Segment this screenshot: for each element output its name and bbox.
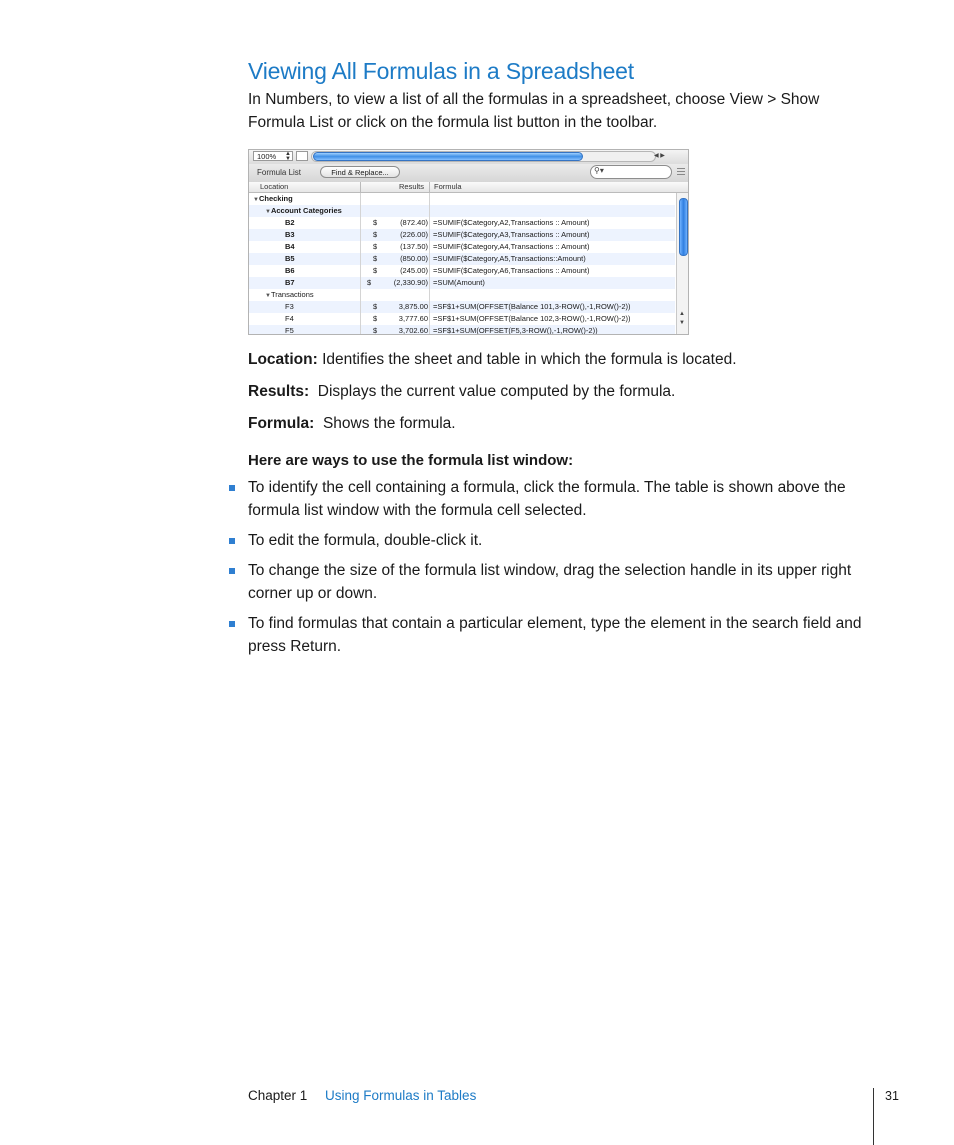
formula-list-label: Formula List xyxy=(257,168,302,177)
table-row[interactable]: F3 $ 3,875.00 =SF$1+SUM(OFFSET(Balance 101,3-ROW(),-1,ROW()-2)) xyxy=(249,301,675,313)
group-row[interactable]: ▼Account Categories xyxy=(249,205,675,217)
table-row[interactable]: F5 $ 3,702.60 =SF$1+SUM(OFFSET(F5,3-ROW(),-1,ROW()-2)) xyxy=(249,325,675,335)
top-toolbar xyxy=(249,150,688,165)
list-item: To find formulas that contain a particular element, type the element in the search field and press Return. xyxy=(227,612,887,658)
list-item: To change the size of the formula list window, drag the selection handle in its upper right corner up or down. xyxy=(227,559,887,605)
group-row[interactable]: ▼Transactions xyxy=(249,289,675,301)
table-row[interactable]: F4 $ 3,777.60 =SF$1+SUM(OFFSET(Balance 102,3-ROW(),-1,ROW()-2)) xyxy=(285,314,631,323)
page-icon[interactable] xyxy=(296,151,308,161)
intro-paragraph: In Numbers, to view a list of all the formulas in a spreadsheet, choose View > Show Formula List or click on the formula list button in the toolbar. xyxy=(248,91,820,131)
zoom-stepper-icon[interactable]: ▲ ▼ xyxy=(285,151,291,162)
definition-results: Results: Displays the current value computed by the formula. xyxy=(248,383,676,400)
scroll-arrows-icon[interactable]: ▲ ▼ xyxy=(679,311,685,326)
vertical-scroll-thumb[interactable] xyxy=(679,198,688,256)
search-field[interactable] xyxy=(590,165,672,179)
horizontal-scroll-thumb[interactable] xyxy=(313,152,583,161)
table-row[interactable]: B5 $ (850.00) =SUMIF($Category,A5,Transactions::Amount) xyxy=(249,253,675,265)
formula-list-toolbar xyxy=(249,164,688,183)
vertical-scrollbar[interactable] xyxy=(676,193,689,334)
bullet-square-icon xyxy=(229,538,235,544)
page-number: 31 xyxy=(885,1089,899,1103)
column-header-results[interactable]: Results xyxy=(399,182,425,191)
disclosure-triangle-icon[interactable]: ▼ xyxy=(265,209,271,215)
bullet-square-icon xyxy=(229,568,235,574)
find-replace-button[interactable]: Find & Replace... xyxy=(320,166,400,178)
disclosure-triangle-icon[interactable]: ▼ xyxy=(253,197,259,203)
list-item: To identify the cell containing a formula, click the formula. The table is shown above the formula list window with the formula cell selected. xyxy=(227,476,887,522)
table-row[interactable]: B4 $ (137.50) =SUMIF($Category,A4,Transactions :: Amount) xyxy=(285,242,590,251)
table-row[interactable]: B7 $ (2,330.90) =SUM(Amount) xyxy=(249,277,675,289)
column-headers xyxy=(249,182,688,193)
table-row[interactable]: B3 $ (226.00) =SUMIF($Category,A3,Transactions :: Amount) xyxy=(249,229,675,241)
table-row[interactable]: B6 $ (245.00) =SUMIF($Category,A6,Transactions :: Amount) xyxy=(285,266,590,275)
bullet-square-icon xyxy=(229,621,235,627)
section-heading: Here are ways to use the formula list window: xyxy=(248,452,574,469)
footer-chapter: Chapter 1 xyxy=(248,1088,308,1103)
list-item: To edit the formula, double-click it. xyxy=(227,529,887,552)
group-row[interactable]: ▼Checking xyxy=(249,193,675,205)
table-row[interactable]: B2 $ (872.40) =SUMIF($Category,A2,Transactions :: Amount) xyxy=(285,218,590,227)
definition-formula: Formula: Shows the formula. xyxy=(248,415,456,432)
disclosure-triangle-icon[interactable]: ▼ xyxy=(265,293,271,299)
footer-chapter-title-link[interactable]: Using Formulas in Tables xyxy=(325,1088,477,1103)
bullet-list xyxy=(227,476,887,665)
zoom-select[interactable]: 100% xyxy=(253,151,293,161)
formula-list-screenshot xyxy=(248,149,689,335)
bullet-square-icon xyxy=(229,485,235,491)
resize-handle-icon[interactable] xyxy=(677,168,685,177)
column-header-location[interactable]: Location xyxy=(260,182,289,191)
column-header-formula[interactable]: Formula xyxy=(434,182,462,191)
definition-location: Location: Identifies the sheet and table in which the formula is located. xyxy=(248,351,737,368)
scroll-arrows-icon[interactable]: ◀ ▶ xyxy=(654,153,665,159)
magnifier-icon: ⚲▾ xyxy=(594,166,604,175)
page-title: Viewing All Formulas in a Spreadsheet xyxy=(248,58,634,84)
footer-divider xyxy=(873,1088,874,1145)
formula-rows xyxy=(249,193,675,335)
